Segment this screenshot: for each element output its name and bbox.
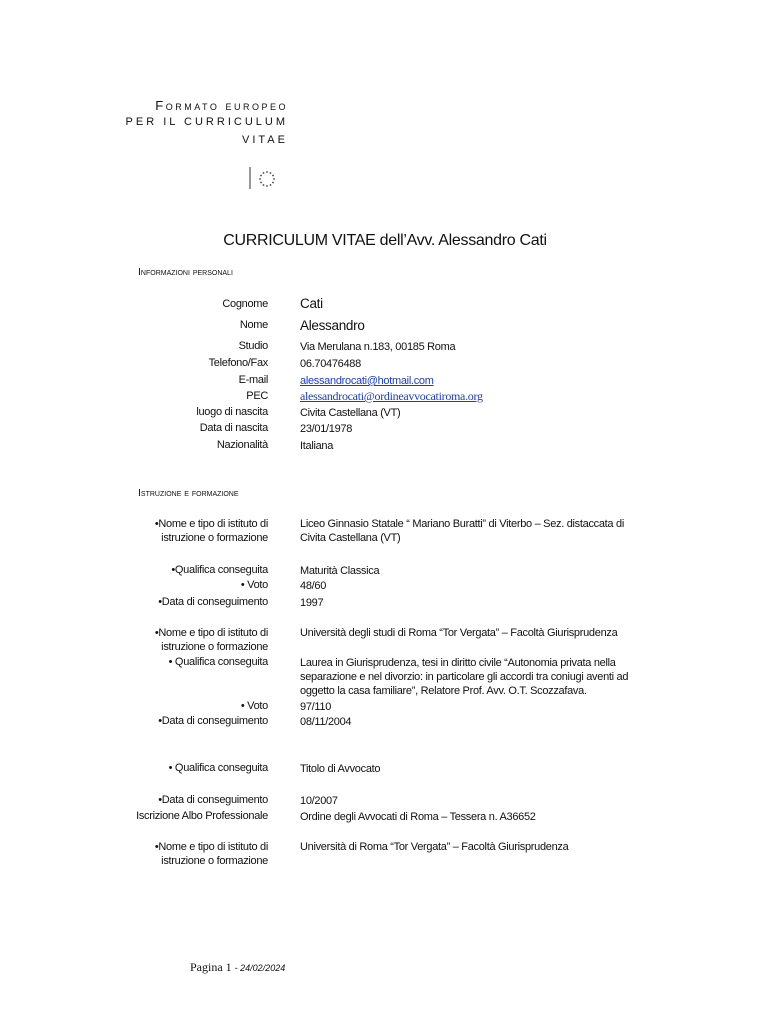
value-albo: Ordine degli Avvocati di Roma – Tessera n. A36652 — [300, 811, 536, 823]
page-footer — [190, 960, 285, 975]
label-nome: Nome — [239, 319, 268, 331]
value-telefono: 06.70476488 — [300, 358, 361, 370]
section-title-personal: Informazioni personali — [138, 266, 233, 278]
value-istituto-2: Università degli studi di Roma “Tor Vergata” – Facoltà Giurisprudenza — [300, 627, 618, 639]
label-data-conseguimento-1: •Data di conseguimento — [158, 596, 268, 608]
value-data-conseguimento-1: 1997 — [300, 597, 324, 609]
label-studio: Studio — [238, 340, 268, 352]
label-istituto-2: •Nome e tipo di istituto di istruzione o formazione — [154, 627, 268, 653]
label-nazionalita: Nazionalità — [216, 439, 268, 451]
page-title: CURRICULUM VITAE dell’Avv. Alessandro Cati — [223, 232, 547, 249]
label-pec: PEC — [246, 390, 268, 402]
label-voto-1: • Voto — [240, 579, 268, 591]
value-nazionalita: Italiana — [300, 440, 334, 452]
value-cognome: Cati — [300, 296, 323, 311]
value-istituto-4: Università di Roma “Tor Vergata” – Facoltà Giurisprudenza — [300, 841, 569, 853]
label-albo: Iscrizione Albo Professionale — [136, 810, 268, 822]
header-line-1: Formato europeo — [155, 98, 288, 113]
label-telefono: Telefono/Fax — [208, 357, 268, 369]
value-qualifica-2: Laurea in Giurisprudenza, tesi in diritto civile “Autonomia privata nella separazione e nel divorzio: in particolare gli accordi tra coniugi aventi ad oggetto la casa familiare”, Relatore Prof. Avv. O.T. Scozzafava. — [300, 657, 629, 697]
header-line-3: VITAE — [242, 134, 288, 146]
value-qualifica-3: Titolo di Avvocato — [300, 763, 381, 775]
label-qualifica-2: • Qualifica conseguita — [168, 656, 268, 668]
value-data-conseguimento-3: 10/2007 — [300, 795, 338, 807]
label-data-nascita: Data di nascita — [199, 422, 268, 434]
value-istituto-1: Liceo Ginnasio Statale “ Mariano Buratti” di Viterbo – Sez. distaccata di Civita Castellana (VT) — [300, 518, 624, 544]
label-istituto-4: •Nome e tipo di istituto di istruzione o formazione — [154, 841, 268, 867]
label-email: E-mail — [238, 374, 268, 386]
label-qualifica-3: • Qualifica conseguita — [168, 762, 268, 774]
value-studio: Via Merulana n.183, 00185 Roma — [300, 341, 456, 353]
page-number: Pagina 1 — [190, 960, 232, 974]
value-luogo-nascita: Civita Castellana (VT) — [300, 407, 401, 419]
value-qualifica-1: Maturità Classica — [300, 565, 380, 577]
label-data-conseguimento-2: •Data di conseguimento — [158, 715, 268, 727]
footer-date: - 24/02/2024 — [234, 963, 286, 973]
header-line-2: PER IL CURRICULUM — [125, 116, 288, 128]
label-voto-2: • Voto — [240, 700, 268, 712]
eu-flag-icon — [249, 167, 279, 191]
pec-link[interactable]: alessandrocati@ordineavvocatiroma.org — [300, 389, 483, 403]
label-qualifica-1: •Qualifica conseguita — [171, 564, 268, 576]
value-data-conseguimento-2: 08/11/2004 — [300, 716, 352, 728]
label-data-conseguimento-3: •Data di conseguimento — [158, 794, 268, 806]
value-data-nascita: 23/01/1978 — [300, 423, 353, 435]
label-cognome: Cognome — [222, 298, 268, 310]
label-istituto-1: •Nome e tipo di istituto di istruzione o formazione — [154, 518, 268, 544]
value-email[interactable] — [300, 374, 650, 388]
email-link[interactable]: alessandrocati@hotmail.com — [300, 375, 434, 387]
value-voto-1: 48/60 — [300, 580, 327, 592]
label-luogo-nascita: luogo di nascita — [196, 406, 268, 418]
value-voto-2: 97/110 — [300, 701, 332, 713]
value-pec[interactable] — [300, 389, 650, 404]
section-title-education: Istruzione e formazione — [138, 487, 239, 499]
value-nome: Alessandro — [300, 318, 365, 333]
